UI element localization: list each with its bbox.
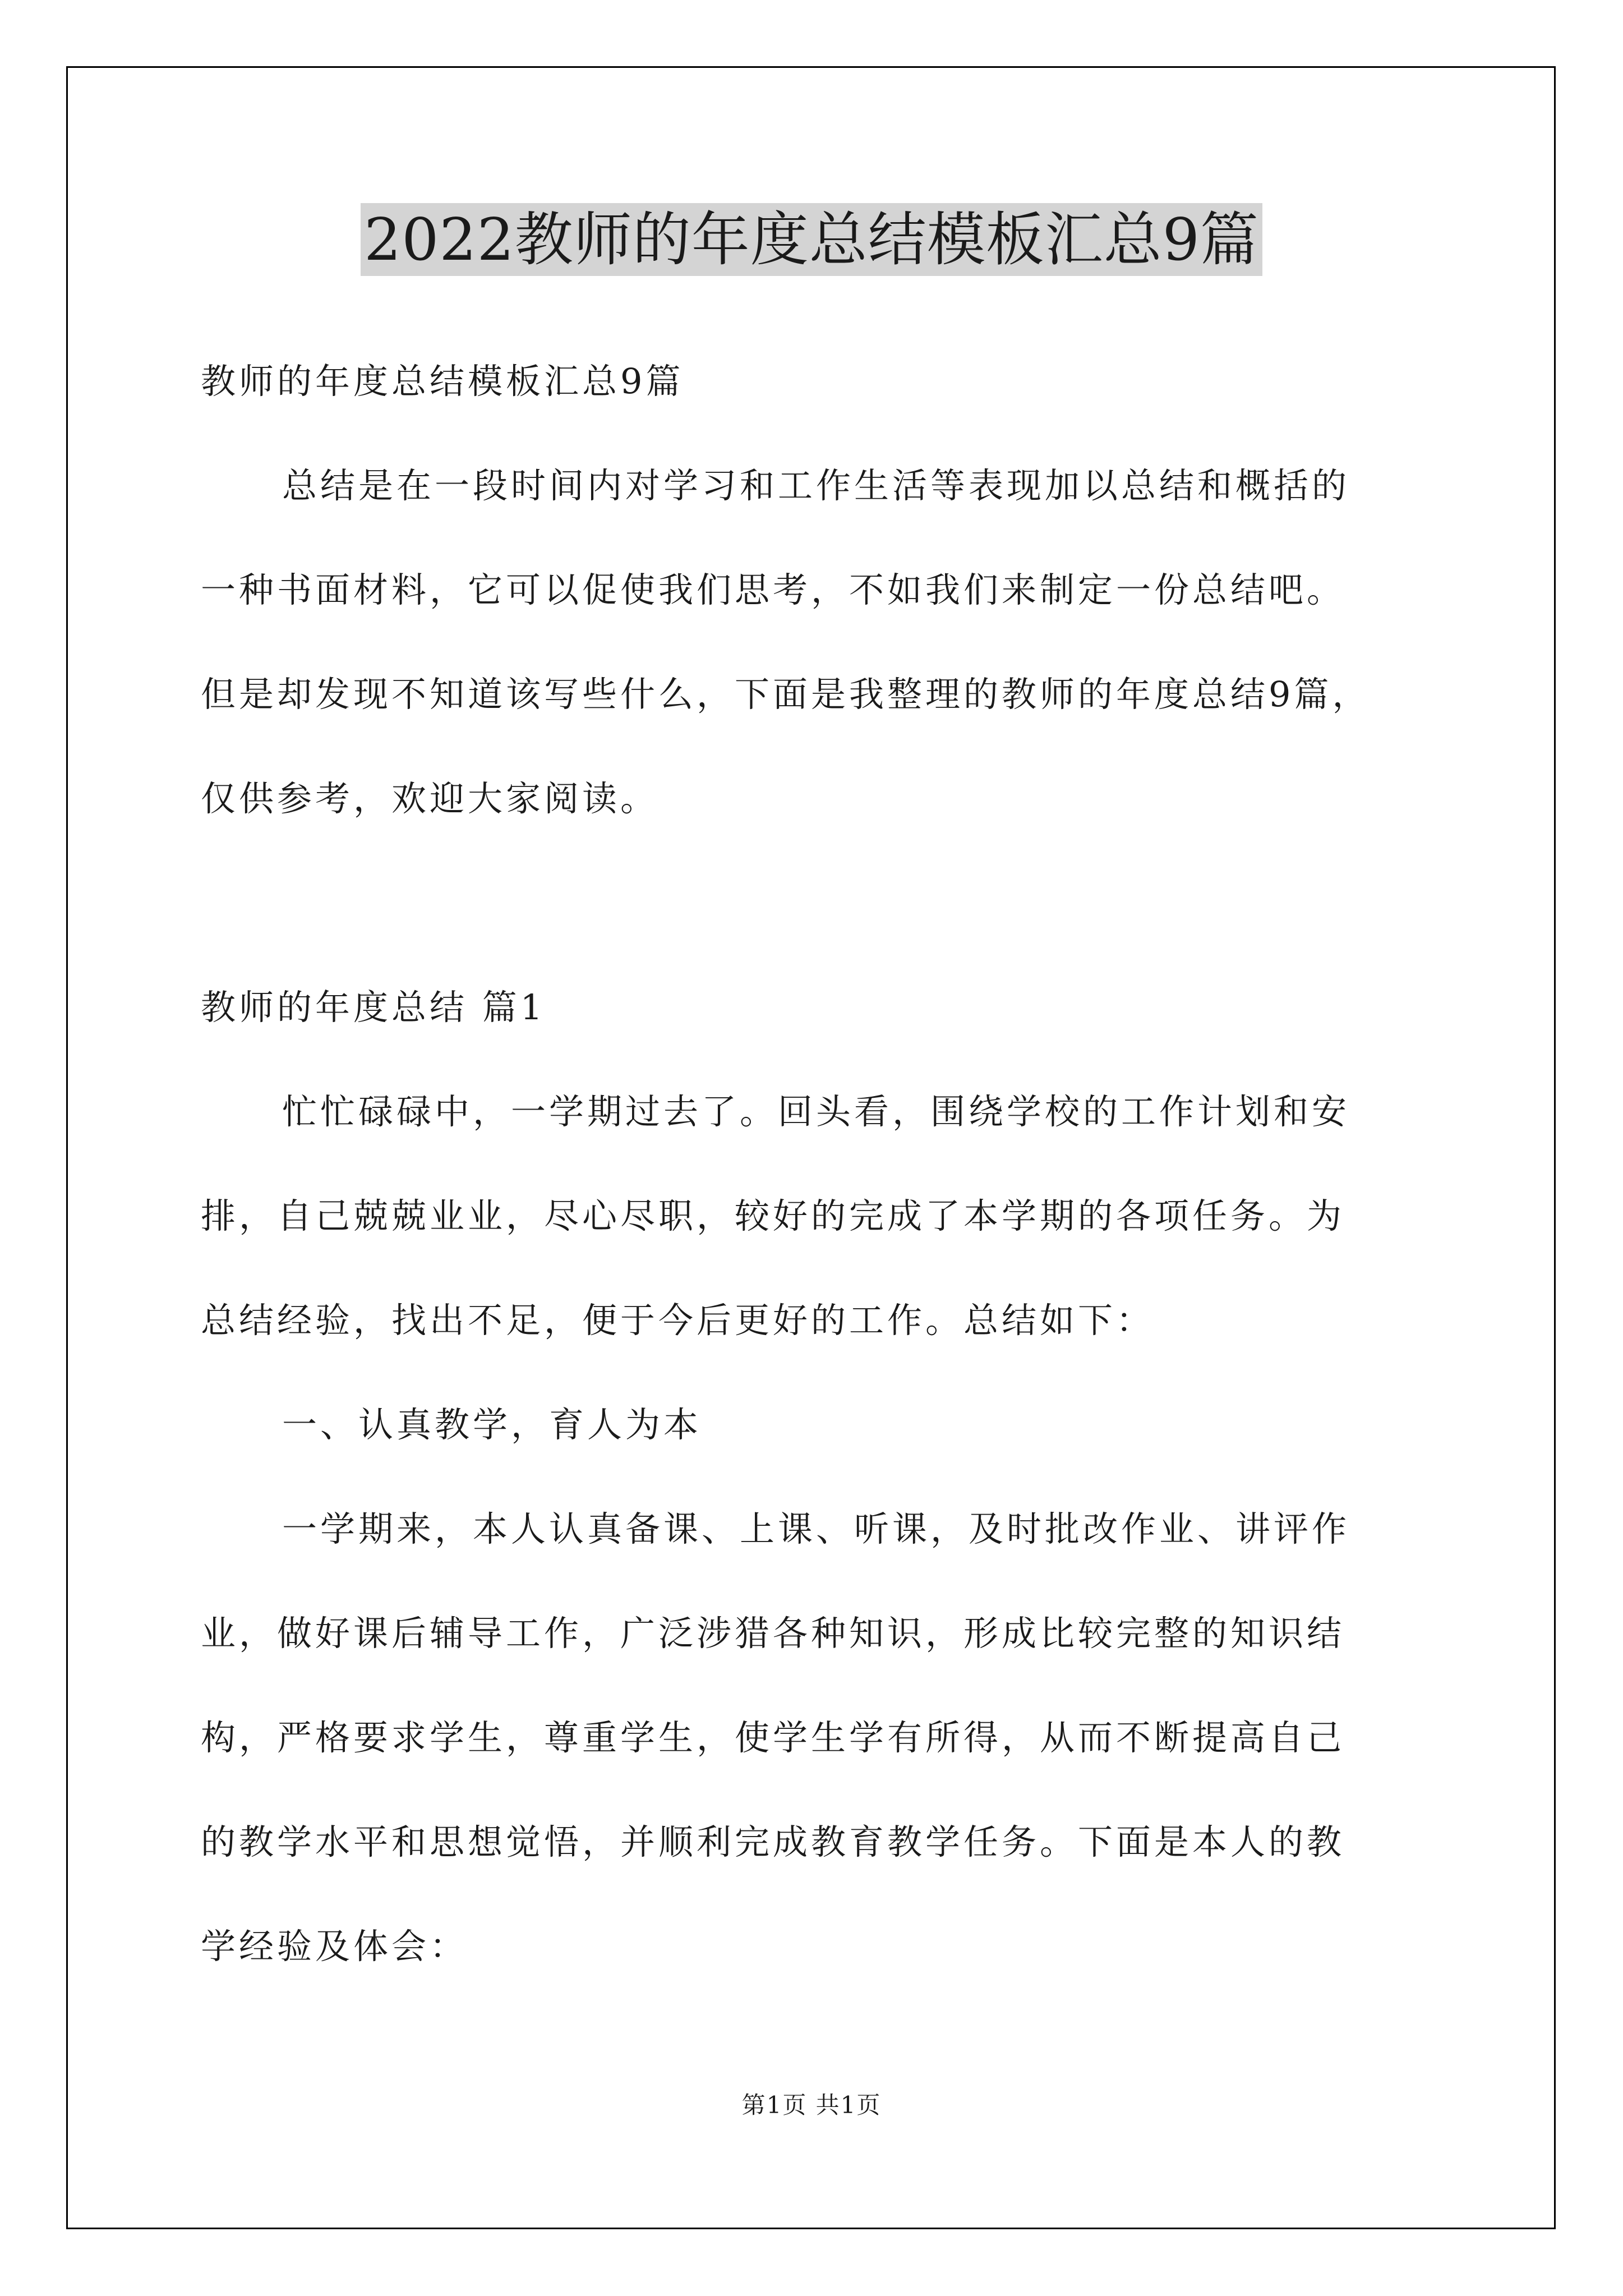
document-subtitle: 教师的年度总结模板汇总9篇 [201, 361, 684, 402]
page-number-footer: 第1页 共1页 [741, 2091, 882, 2119]
intro-line-1: 总结是在一段时间内对学习和工作生活等表现加以总结和概括的 [282, 465, 1350, 506]
paragraph-line: 业，做好课后辅导工作，广泛涉猎各种知识，形成比较完整的知识结 [201, 1613, 1345, 1654]
intro-line-4: 仅供参考，欢迎大家阅读。 [201, 778, 659, 819]
intro-line-3: 但是却发现不知道该写些什么，下面是我整理的教师的年度总结9篇， [201, 674, 1371, 715]
paragraph-line: 总结经验，找出不足，便于今后更好的工作。总结如下： [201, 1300, 1155, 1341]
section-heading: 教师的年度总结 篇1 [201, 987, 546, 1028]
paragraph-line: 忙忙碌碌中，一学期过去了。回头看，围绕学校的工作计划和安 [282, 1091, 1350, 1132]
document-title-text: 2022教师的年度总结模板汇总9篇 [361, 203, 1262, 276]
paragraph-line: 构，严格要求学生，尊重学生，使学生学有所得，从而不断提高自己 [201, 1717, 1345, 1758]
document-title [0, 203, 1623, 276]
paragraph-line: 排，自己兢兢业业，尽心尽职，较好的完成了本学期的各项任务。为 [201, 1195, 1345, 1236]
paragraph-line: 的教学水平和思想觉悟，并顺利完成教育教学任务。下面是本人的教 [201, 1821, 1345, 1862]
intro-line-2: 一种书面材料，它可以促使我们思考，不如我们来制定一份总结吧。 [201, 569, 1345, 610]
paragraph-line: 一学期来，本人认真备课、上课、听课，及时批改作业、讲评作 [282, 1508, 1350, 1549]
section-subheading: 一、认真教学，育人为本 [282, 1404, 702, 1445]
paragraph-line: 学经验及体会： [201, 1926, 468, 1967]
